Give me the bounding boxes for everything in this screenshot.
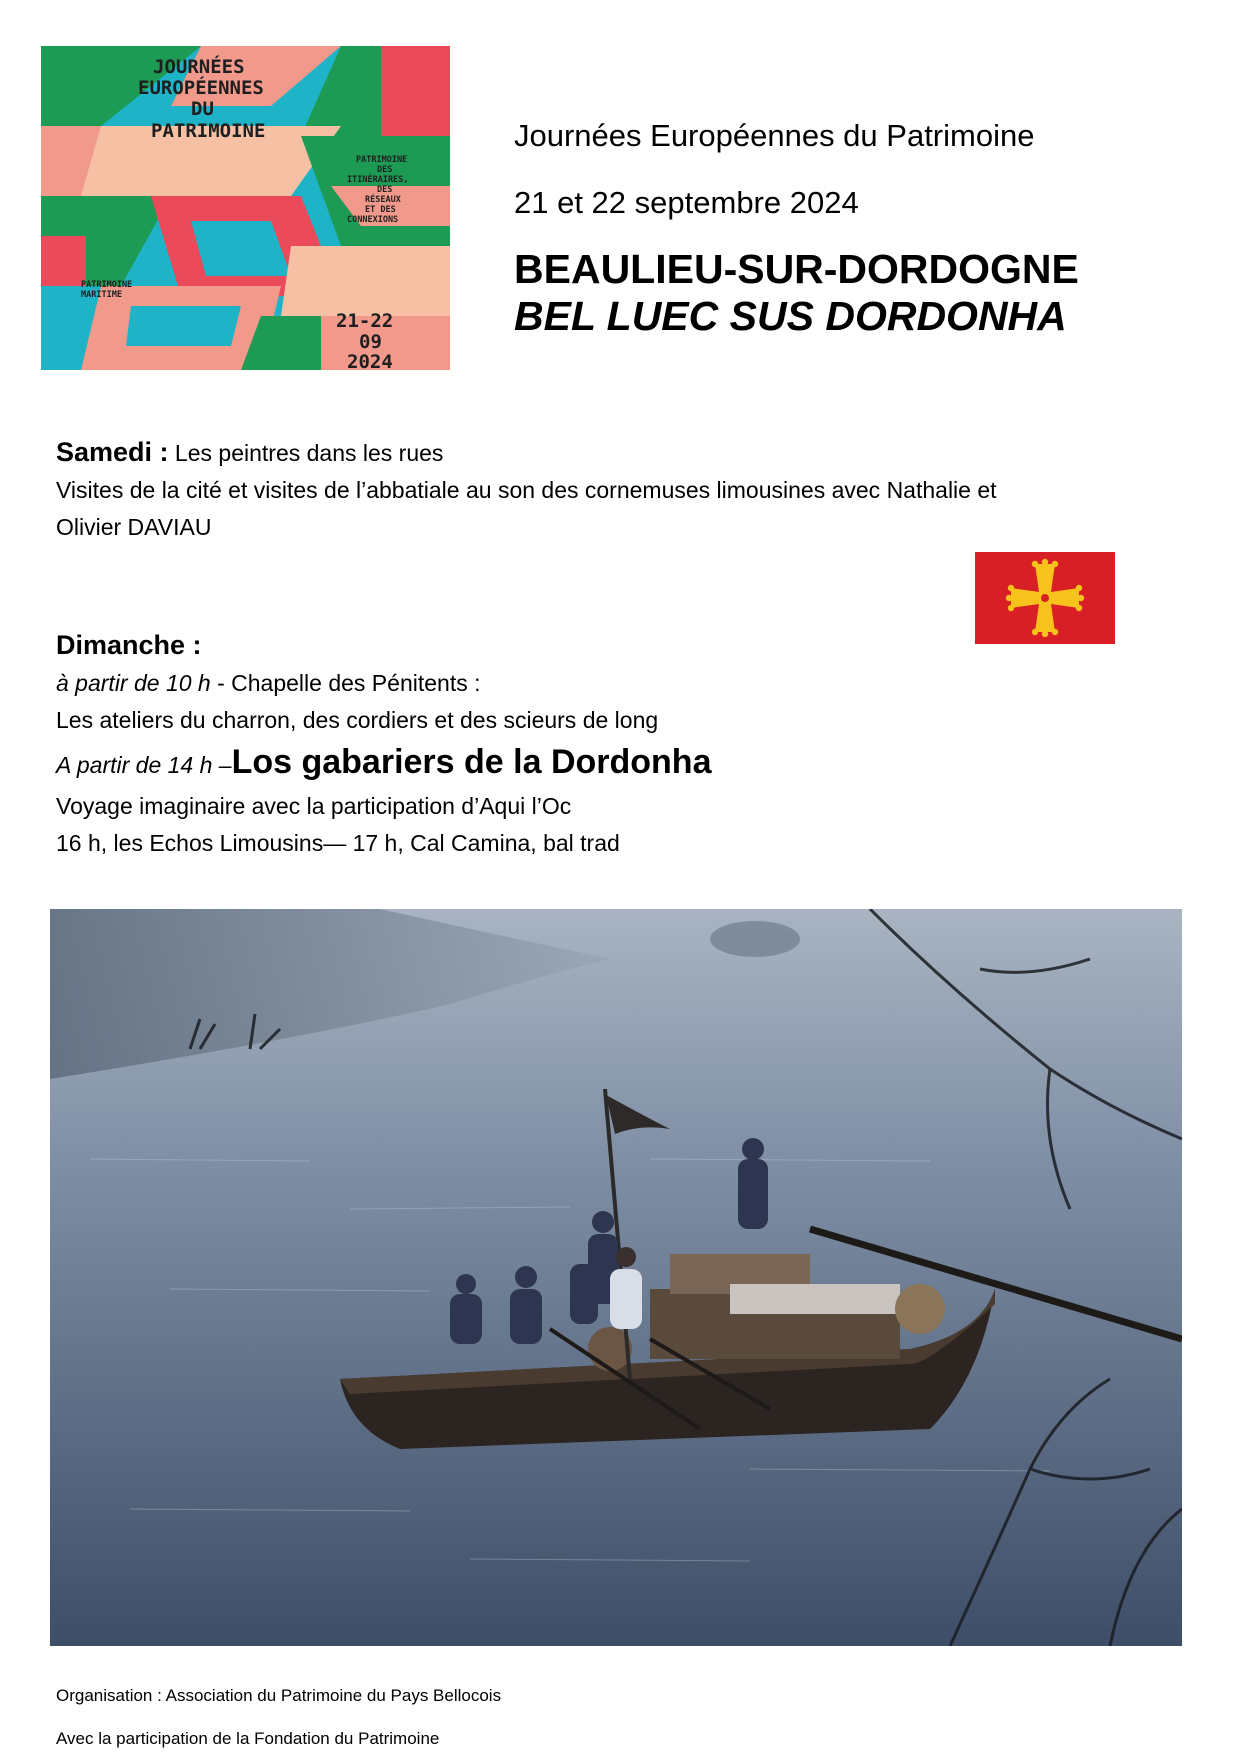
event-title: Journées Européennes du Patrimoine: [514, 118, 1035, 153]
sunday-section: [56, 625, 711, 862]
town-name-occitan: BEL LUEC SUS DORDONHA: [514, 293, 1067, 339]
sunday-time-10h: à partir de 10 h: [56, 670, 211, 696]
occitan-cross-icon: [975, 552, 1115, 644]
poster-date-line: 09: [359, 331, 382, 353]
poster-date-line: 2024: [347, 351, 393, 370]
saturday-visits: Visites de la cité et visites de l’abbatiale au son des cornemuses limousines avec Nathalie et: [56, 477, 997, 503]
saturday-section: [56, 434, 997, 546]
event-dates: 21 et 22 septembre 2024: [514, 185, 859, 220]
occitan-flag: [975, 552, 1115, 644]
sunday-voyage: Voyage imaginaire avec la participation d’Aqui l’Oc: [56, 793, 572, 819]
sunday-label: Dimanche :: [56, 630, 202, 660]
saturday-label: Samedi :: [56, 437, 169, 467]
poster-theme-line: ET DES: [365, 205, 396, 215]
poster-title-line: EUROPÉENNES: [138, 77, 264, 99]
saturday-painters: Les peintres dans les rues: [168, 440, 444, 466]
poster-date-line: 21-22: [336, 310, 394, 332]
sunday-afternoon-line: [56, 739, 711, 788]
sunday-time-14h: A partir de 14 h –: [56, 752, 232, 778]
poster-theme-line: ITINÉRAIRES,: [347, 175, 409, 185]
footer-participation: Avec la participation de la Fondation du Patrimoine: [56, 1729, 440, 1748]
poster-theme-line: DES: [377, 185, 393, 195]
gabare-river-photo: [50, 909, 1182, 1646]
sunday-place-chapel: - Chapelle des Pénitents :: [210, 670, 481, 696]
poster-maritime-line: PATRIMOINE: [81, 280, 133, 290]
sunday-music: 16 h, les Echos Limousins— 17 h, Cal Camina, bal trad: [56, 830, 620, 856]
poster-maritime-line: MARITIME: [81, 290, 122, 300]
footer-organisation: Organisation : Association du Patrimoine du Pays Bellocois: [56, 1686, 502, 1705]
saturday-visits-cont: Olivier DAVIAU: [56, 514, 212, 540]
sunday-workshops: Les ateliers du charron, des cordiers et des scieurs de long: [56, 707, 659, 733]
poster-theme-line: PATRIMOINE: [356, 155, 408, 165]
poster-title-line: PATRIMOINE: [151, 120, 266, 142]
saturday-first-line: [56, 434, 997, 472]
sunday-gabariers-title: Los gabariers de la Dordonha: [231, 743, 712, 781]
jep-poster-logo: [41, 46, 450, 370]
town-name-french: BEAULIEU-SUR-DORDOGNE: [514, 246, 1079, 292]
poster-title-line: DU: [191, 98, 214, 120]
poster-title-line: JOURNÉES: [153, 56, 245, 78]
poster-theme-line: DES: [377, 165, 393, 175]
sunday-morning-line: [56, 665, 711, 702]
poster-theme-line: CONNEXIONS: [347, 215, 399, 225]
poster-theme-line: RÉSEAUX: [365, 195, 401, 205]
